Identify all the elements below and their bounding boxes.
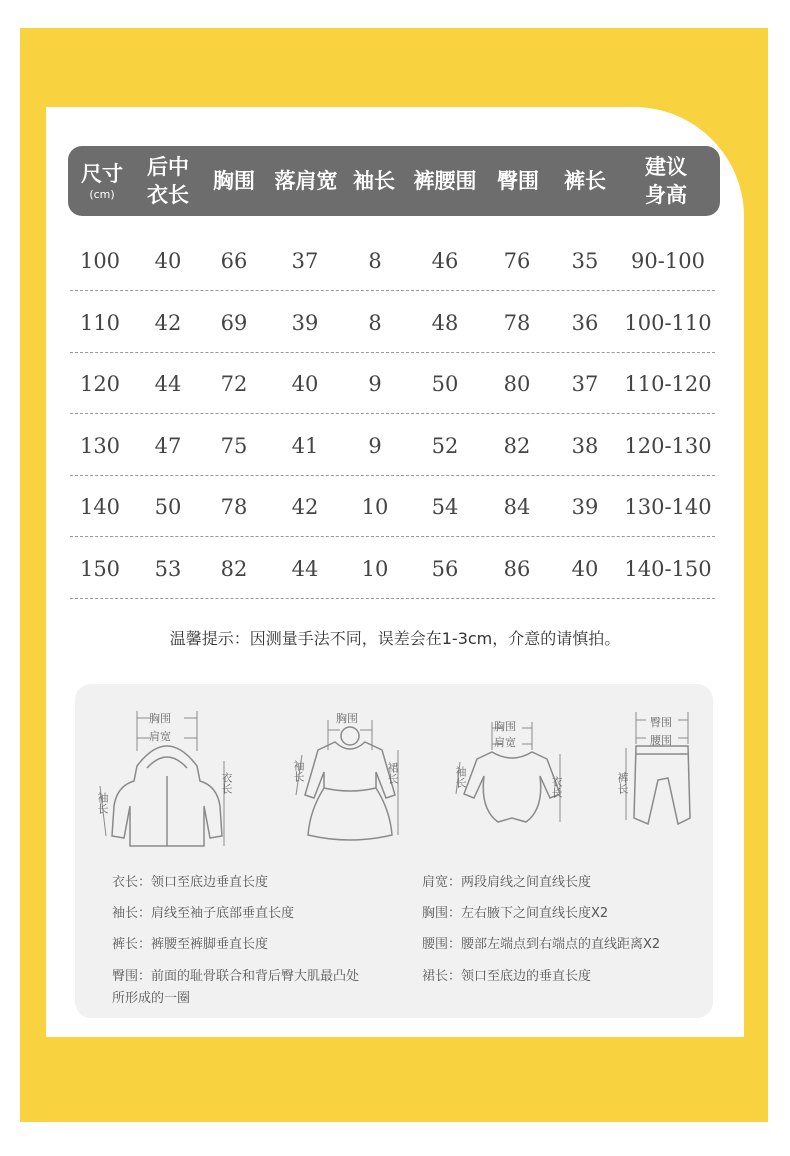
definition-shoulder: 肩宽：两段肩线之间直线长度 bbox=[422, 875, 592, 890]
header-chest bbox=[213, 146, 255, 216]
definition-text: 肩线至袖子底部垂直长度 bbox=[151, 906, 295, 921]
romper-chest-label: 胸围 bbox=[494, 720, 516, 733]
table-cell: 8 bbox=[368, 310, 382, 335]
table-cell: 82 bbox=[503, 433, 531, 458]
table-cell: 150 bbox=[79, 556, 121, 581]
header-back-length-line1: 后中 bbox=[147, 155, 189, 179]
table-cell: 40 bbox=[571, 556, 599, 581]
definition-waist: 腰围：腰部左端点到右端点的直线距离X2 bbox=[422, 937, 661, 952]
table-cell: 75 bbox=[220, 433, 248, 458]
definition-skirt: 裙长：领口至底边的垂直长度 bbox=[422, 969, 592, 984]
measurement-note: 温馨提示：因测量手法不同，误差会在1-3cm，介意的请慎拍。 bbox=[169, 629, 621, 648]
table-cell: 66 bbox=[220, 249, 248, 273]
definition-term: 衣长 bbox=[112, 875, 139, 890]
table-row bbox=[70, 230, 715, 291]
table-cell: 42 bbox=[291, 495, 319, 519]
jacket-sleeve-label: 袖长 bbox=[96, 792, 109, 814]
pants-diagram bbox=[612, 708, 702, 838]
table-cell: 78 bbox=[220, 495, 248, 519]
table-cell: 100 bbox=[79, 249, 121, 273]
table-cell: 53 bbox=[154, 556, 182, 581]
table-row bbox=[70, 353, 715, 414]
header-chest-label: 胸围 bbox=[213, 169, 255, 193]
table-cell: 120 bbox=[79, 372, 121, 396]
table-cell: 130-140 bbox=[624, 495, 712, 519]
table-row bbox=[70, 415, 715, 476]
table-cell: 90-100 bbox=[631, 249, 705, 273]
jacket-chest-label: 胸围 bbox=[149, 712, 171, 725]
table-cell: 84 bbox=[503, 495, 531, 519]
definition-term: 胸围 bbox=[422, 906, 449, 921]
table-cell: 39 bbox=[291, 310, 319, 335]
definition-text: 前面的耻骨联合和背后臀大肌最凸处 bbox=[151, 969, 360, 984]
dress-sleeve-label: 袖长 bbox=[292, 760, 305, 782]
table-row bbox=[70, 292, 715, 353]
table-cell: 80 bbox=[503, 372, 531, 396]
dress-diagram bbox=[290, 710, 410, 850]
table-cell: 9 bbox=[368, 433, 382, 458]
romper-sleeve-label: 袖长 bbox=[454, 766, 467, 788]
definition-text: 领口至底边的垂直长度 bbox=[461, 969, 592, 984]
definition-term: 袖长 bbox=[112, 906, 139, 921]
pants-hip-label: 臀围 bbox=[650, 716, 672, 729]
table-cell: 42 bbox=[154, 310, 182, 335]
header-sleeve bbox=[353, 146, 395, 216]
header-sleeve-label: 袖长 bbox=[353, 169, 395, 193]
definition-text: 裤腰至裤脚垂直长度 bbox=[151, 937, 269, 952]
pants-length-label: 裤长 bbox=[616, 772, 629, 794]
table-cell: 100-110 bbox=[624, 310, 712, 335]
romper-length-label: 衣长 bbox=[550, 776, 563, 798]
table-cell: 8 bbox=[368, 249, 382, 273]
table-cell: 10 bbox=[361, 556, 389, 581]
header-pants-length-label: 裤长 bbox=[564, 169, 606, 193]
definition-chest: 胸围：左右腋下之间直线长度X2 bbox=[422, 906, 609, 921]
table-cell: 40 bbox=[291, 372, 319, 396]
definition-term: 裤长 bbox=[112, 937, 139, 952]
header-shoulder-label: 落肩宽 bbox=[274, 169, 338, 193]
table-cell: 120-130 bbox=[624, 433, 712, 458]
header-size bbox=[81, 146, 123, 216]
header-height-line2: 身高 bbox=[645, 183, 687, 207]
header-waist bbox=[414, 146, 477, 216]
table-cell: 9 bbox=[368, 372, 382, 396]
definition-text: 腰部左端点到右端点的直线距离X2 bbox=[461, 937, 661, 952]
romper-diagram bbox=[452, 714, 572, 834]
header-pants-length bbox=[564, 146, 606, 216]
definition-length: 衣长：领口至底边垂直长度 bbox=[112, 875, 269, 890]
table-cell: 44 bbox=[154, 372, 182, 396]
table-cell: 78 bbox=[503, 310, 531, 335]
header-waist-label: 裤腰围 bbox=[413, 169, 477, 193]
definition-term: 臀围 bbox=[112, 969, 139, 984]
definition-hip: 臀围：前面的耻骨联合和背后臀大肌最凸处 所形成的一圈 bbox=[112, 969, 360, 1006]
table-cell: 54 bbox=[431, 495, 459, 519]
table-cell: 50 bbox=[431, 372, 459, 396]
header-back-length bbox=[147, 146, 189, 216]
table-cell: 56 bbox=[431, 556, 459, 581]
header-height-line1: 建议 bbox=[645, 155, 687, 179]
jacket-length-label: 衣长 bbox=[220, 772, 233, 794]
definition-sleeve: 袖长：肩线至袖子底部垂直长度 bbox=[112, 906, 295, 921]
definition-pants-length: 裤长：裤腰至裤脚垂直长度 bbox=[112, 937, 269, 952]
pants-waist-label: 腰围 bbox=[650, 734, 672, 747]
table-cell: 39 bbox=[571, 495, 599, 519]
header-shoulder bbox=[275, 146, 338, 216]
dress-chest-label: 胸围 bbox=[336, 712, 358, 725]
table-cell: 37 bbox=[571, 372, 599, 396]
table-cell: 40 bbox=[154, 249, 182, 273]
table-cell: 52 bbox=[431, 433, 459, 458]
size-table-header bbox=[68, 146, 720, 216]
jacket-diagram bbox=[92, 706, 242, 856]
table-cell: 69 bbox=[220, 310, 248, 335]
definition-text-continued: 所形成的一圈 bbox=[112, 991, 191, 1006]
table-cell: 35 bbox=[571, 249, 599, 273]
definition-term: 腰围 bbox=[422, 937, 449, 952]
table-cell: 41 bbox=[291, 433, 319, 458]
table-cell: 10 bbox=[361, 495, 389, 519]
dress-skirt-label: 裙长 bbox=[386, 762, 399, 784]
table-cell: 140-150 bbox=[624, 556, 712, 581]
table-cell: 37 bbox=[291, 249, 319, 273]
table-cell: 50 bbox=[154, 495, 182, 519]
table-cell: 36 bbox=[571, 310, 599, 335]
table-cell: 76 bbox=[503, 249, 531, 273]
table-cell: 48 bbox=[431, 310, 459, 335]
definition-text: 两段肩线之间直线长度 bbox=[461, 875, 592, 890]
header-hip bbox=[497, 146, 539, 216]
table-cell: 47 bbox=[154, 433, 182, 458]
header-size-label: 尺寸 bbox=[81, 162, 123, 186]
table-cell: 72 bbox=[220, 372, 248, 396]
romper-shoulder-label: 肩宽 bbox=[494, 736, 516, 749]
definition-text: 左右腋下之间直线长度X2 bbox=[461, 906, 609, 921]
table-cell: 44 bbox=[291, 556, 319, 581]
header-height bbox=[645, 146, 687, 216]
header-back-length-line2: 衣长 bbox=[147, 183, 189, 207]
header-size-unit: (cm) bbox=[89, 188, 115, 201]
table-cell: 46 bbox=[431, 249, 459, 273]
definition-text: 领口至底边垂直长度 bbox=[151, 875, 269, 890]
header-hip-label: 臀围 bbox=[497, 169, 539, 193]
definition-term: 肩宽 bbox=[422, 875, 449, 890]
table-cell: 130 bbox=[79, 433, 121, 458]
table-row bbox=[70, 476, 715, 537]
definition-term: 裙长 bbox=[422, 969, 449, 984]
table-cell: 110-120 bbox=[624, 372, 712, 396]
jacket-shoulder-label: 肩宽 bbox=[149, 730, 171, 743]
table-cell: 86 bbox=[503, 556, 531, 581]
table-cell: 140 bbox=[79, 495, 121, 519]
table-cell: 38 bbox=[571, 433, 599, 458]
table-cell: 82 bbox=[220, 556, 248, 581]
table-row bbox=[70, 538, 715, 599]
table-cell: 110 bbox=[79, 310, 121, 335]
